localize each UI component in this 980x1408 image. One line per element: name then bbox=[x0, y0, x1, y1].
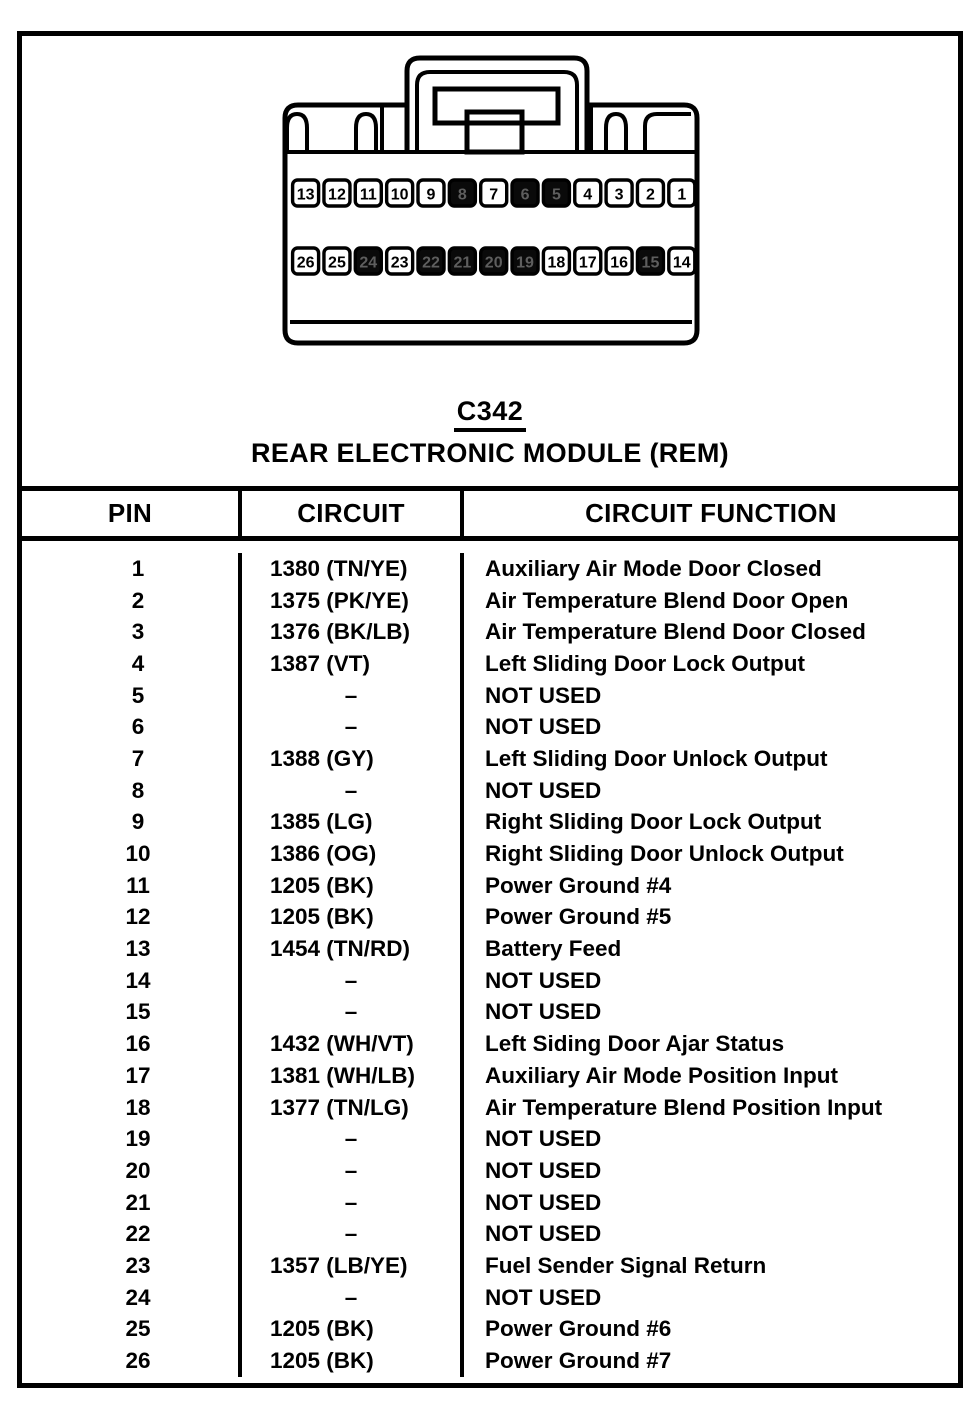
pin-cell: 6 bbox=[131, 714, 145, 740]
pin-cell: 11 bbox=[126, 872, 150, 898]
circuit-cell: 1381 (WH/LB) bbox=[238, 1060, 460, 1092]
function-cell: Power Ground #5 bbox=[460, 902, 958, 934]
table-row bbox=[22, 743, 958, 775]
connector-latch-window bbox=[435, 89, 558, 123]
table-row bbox=[22, 1282, 958, 1314]
connector-body-outline bbox=[285, 105, 697, 343]
pin-cell: 13 bbox=[125, 936, 151, 962]
function-cell: Air Temperature Blend Position Input bbox=[460, 1092, 958, 1124]
table-row bbox=[22, 1028, 958, 1060]
pin-number: 9 bbox=[426, 186, 436, 204]
pin-cell: 20 bbox=[125, 1157, 151, 1183]
table-row bbox=[22, 1092, 958, 1124]
circuit-cell: – bbox=[238, 1123, 460, 1155]
function-cell: Battery Feed bbox=[460, 933, 958, 965]
function-cell: NOT USED bbox=[460, 1282, 958, 1314]
pin-number: 6 bbox=[520, 186, 530, 204]
table-row bbox=[22, 1155, 958, 1187]
circuit-cell: 1432 (WH/VT) bbox=[238, 1028, 460, 1060]
pin-cell: 5 bbox=[131, 682, 145, 708]
function-cell: Air Temperature Blend Door Open bbox=[460, 585, 958, 617]
pin-cell: 21 bbox=[125, 1189, 151, 1215]
table-row bbox=[22, 1218, 958, 1250]
pin-cell: 10 bbox=[125, 841, 151, 867]
connector-pins bbox=[293, 180, 695, 274]
pin-cell: 25 bbox=[125, 1316, 151, 1342]
pin-number: 8 bbox=[457, 186, 467, 204]
circuit-cell: 1387 (VT) bbox=[238, 648, 460, 680]
pin-number: 24 bbox=[359, 254, 378, 272]
pin-number: 13 bbox=[296, 186, 315, 204]
connector-name-label: REAR ELECTRONIC MODULE (REM) bbox=[251, 438, 729, 468]
circuit-cell: 1205 (BK) bbox=[238, 870, 460, 902]
pin-number: 15 bbox=[641, 254, 660, 272]
function-cell: NOT USED bbox=[460, 711, 958, 743]
pin-cell: 15 bbox=[125, 999, 151, 1025]
pin-number: 3 bbox=[614, 186, 624, 204]
pin-cell: 17 bbox=[125, 1062, 151, 1088]
table-row bbox=[22, 1250, 958, 1282]
pin-cell: 4 bbox=[131, 650, 145, 676]
pin-cell: 16 bbox=[125, 1031, 151, 1057]
circuit-cell: 1454 (TN/RD) bbox=[238, 933, 460, 965]
table-row bbox=[22, 1187, 958, 1219]
circuit-cell: – bbox=[238, 965, 460, 997]
circuit-cell: 1377 (TN/LG) bbox=[238, 1092, 460, 1124]
table-row bbox=[22, 680, 958, 712]
function-cell: Auxiliary Air Mode Position Input bbox=[460, 1060, 958, 1092]
table-row bbox=[22, 616, 958, 648]
pin-cell: 8 bbox=[131, 777, 145, 803]
function-cell: NOT USED bbox=[460, 1155, 958, 1187]
circuit-cell: 1375 (PK/YE) bbox=[238, 585, 460, 617]
function-cell: NOT USED bbox=[460, 1187, 958, 1219]
function-cell: Power Ground #4 bbox=[460, 870, 958, 902]
function-cell: Left Sliding Door Unlock Output bbox=[460, 743, 958, 775]
function-cell: Power Ground #7 bbox=[460, 1345, 958, 1377]
function-cell: NOT USED bbox=[460, 775, 958, 807]
function-cell: Power Ground #6 bbox=[460, 1314, 958, 1346]
connector-latch-tab bbox=[467, 112, 522, 152]
circuit-cell: – bbox=[238, 1155, 460, 1187]
table-row bbox=[22, 711, 958, 743]
pin-number: 26 bbox=[296, 254, 315, 272]
pin-cell: 12 bbox=[125, 904, 151, 930]
function-cell: Air Temperature Blend Door Closed bbox=[460, 616, 958, 648]
column-header-circuit: CIRCUIT bbox=[238, 491, 460, 536]
pin-number: 2 bbox=[645, 186, 655, 204]
function-cell: NOT USED bbox=[460, 680, 958, 712]
pin-number: 16 bbox=[610, 254, 628, 272]
connector-id-label bbox=[0, 396, 980, 432]
pin-cell: 3 bbox=[131, 619, 145, 645]
function-cell: Left Siding Door Ajar Status bbox=[460, 1028, 958, 1060]
pin-number: 1 bbox=[677, 186, 687, 204]
table-row bbox=[22, 838, 958, 870]
column-header-pin: PIN bbox=[107, 498, 153, 528]
pin-cell: 24 bbox=[125, 1284, 151, 1310]
table-row bbox=[22, 902, 958, 934]
circuit-cell: 1376 (BK/LB) bbox=[238, 616, 460, 648]
connector-id-text: C342 bbox=[454, 396, 527, 432]
circuit-cell: – bbox=[238, 711, 460, 743]
pinout-table-header bbox=[22, 491, 958, 541]
circuit-cell: 1205 (BK) bbox=[238, 1314, 460, 1346]
pin-number: 23 bbox=[390, 254, 409, 272]
function-cell: Right Sliding Door Unlock Output bbox=[460, 838, 958, 870]
circuit-cell: 1386 (OG) bbox=[238, 838, 460, 870]
circuit-cell: – bbox=[238, 1187, 460, 1219]
column-header-circuit-function: CIRCUIT FUNCTION bbox=[460, 491, 958, 536]
pinout-table bbox=[17, 486, 963, 1388]
circuit-cell: 1357 (LB/YE) bbox=[238, 1250, 460, 1282]
pin-cell: 26 bbox=[125, 1348, 151, 1374]
pinout-table-body bbox=[22, 541, 958, 1383]
pin-cell: 9 bbox=[131, 809, 145, 835]
circuit-cell: – bbox=[238, 775, 460, 807]
function-cell: NOT USED bbox=[460, 1123, 958, 1155]
circuit-cell: – bbox=[238, 1218, 460, 1250]
pin-cell: 2 bbox=[131, 587, 145, 613]
pin-number: 19 bbox=[516, 254, 534, 272]
pin-number: 7 bbox=[489, 186, 499, 204]
table-row bbox=[22, 997, 958, 1029]
table-row bbox=[22, 1060, 958, 1092]
pin-number: 14 bbox=[672, 254, 691, 272]
function-cell: Right Sliding Door Lock Output bbox=[460, 807, 958, 839]
table-row bbox=[22, 965, 958, 997]
pin-cell: 19 bbox=[125, 1126, 151, 1152]
pin-number: 25 bbox=[328, 254, 346, 272]
pin-number: 22 bbox=[422, 254, 440, 272]
pin-number: 20 bbox=[484, 254, 503, 272]
pin-number: 10 bbox=[390, 186, 409, 204]
table-row bbox=[22, 775, 958, 807]
circuit-cell: – bbox=[238, 997, 460, 1029]
pin-cell: 23 bbox=[125, 1252, 151, 1278]
pin-number: 12 bbox=[328, 186, 346, 204]
circuit-cell: – bbox=[238, 680, 460, 712]
pin-number: 5 bbox=[551, 186, 561, 204]
circuit-cell: 1385 (LG) bbox=[238, 807, 460, 839]
function-cell: Auxiliary Air Mode Door Closed bbox=[460, 553, 958, 585]
pin-number: 17 bbox=[578, 254, 597, 272]
pin-cell: 14 bbox=[125, 967, 151, 993]
circuit-cell: 1380 (TN/YE) bbox=[238, 553, 460, 585]
function-cell: NOT USED bbox=[460, 997, 958, 1029]
table-row bbox=[22, 807, 958, 839]
function-cell: NOT USED bbox=[460, 1218, 958, 1250]
table-row bbox=[22, 1345, 958, 1377]
circuit-cell: 1205 (BK) bbox=[238, 1345, 460, 1377]
connector-diagram bbox=[17, 40, 963, 440]
table-row bbox=[22, 648, 958, 680]
function-cell: Left Sliding Door Lock Output bbox=[460, 648, 958, 680]
pin-number: 4 bbox=[583, 186, 593, 204]
pin-number: 11 bbox=[359, 186, 377, 204]
pin-cell: 18 bbox=[125, 1094, 151, 1120]
function-cell: NOT USED bbox=[460, 965, 958, 997]
pin-number: 21 bbox=[453, 254, 472, 272]
table-row bbox=[22, 585, 958, 617]
function-cell: Fuel Sender Signal Return bbox=[460, 1250, 958, 1282]
table-row bbox=[22, 1123, 958, 1155]
pin-cell: 7 bbox=[131, 745, 145, 771]
table-row bbox=[22, 1314, 958, 1346]
table-row bbox=[22, 870, 958, 902]
pin-cell: 1 bbox=[131, 555, 145, 581]
pin-cell: 22 bbox=[125, 1221, 151, 1247]
pin-number: 18 bbox=[547, 254, 566, 272]
circuit-cell: 1388 (GY) bbox=[238, 743, 460, 775]
table-row bbox=[22, 933, 958, 965]
table-row bbox=[22, 553, 958, 585]
circuit-cell: – bbox=[238, 1282, 460, 1314]
circuit-cell: 1205 (BK) bbox=[238, 902, 460, 934]
